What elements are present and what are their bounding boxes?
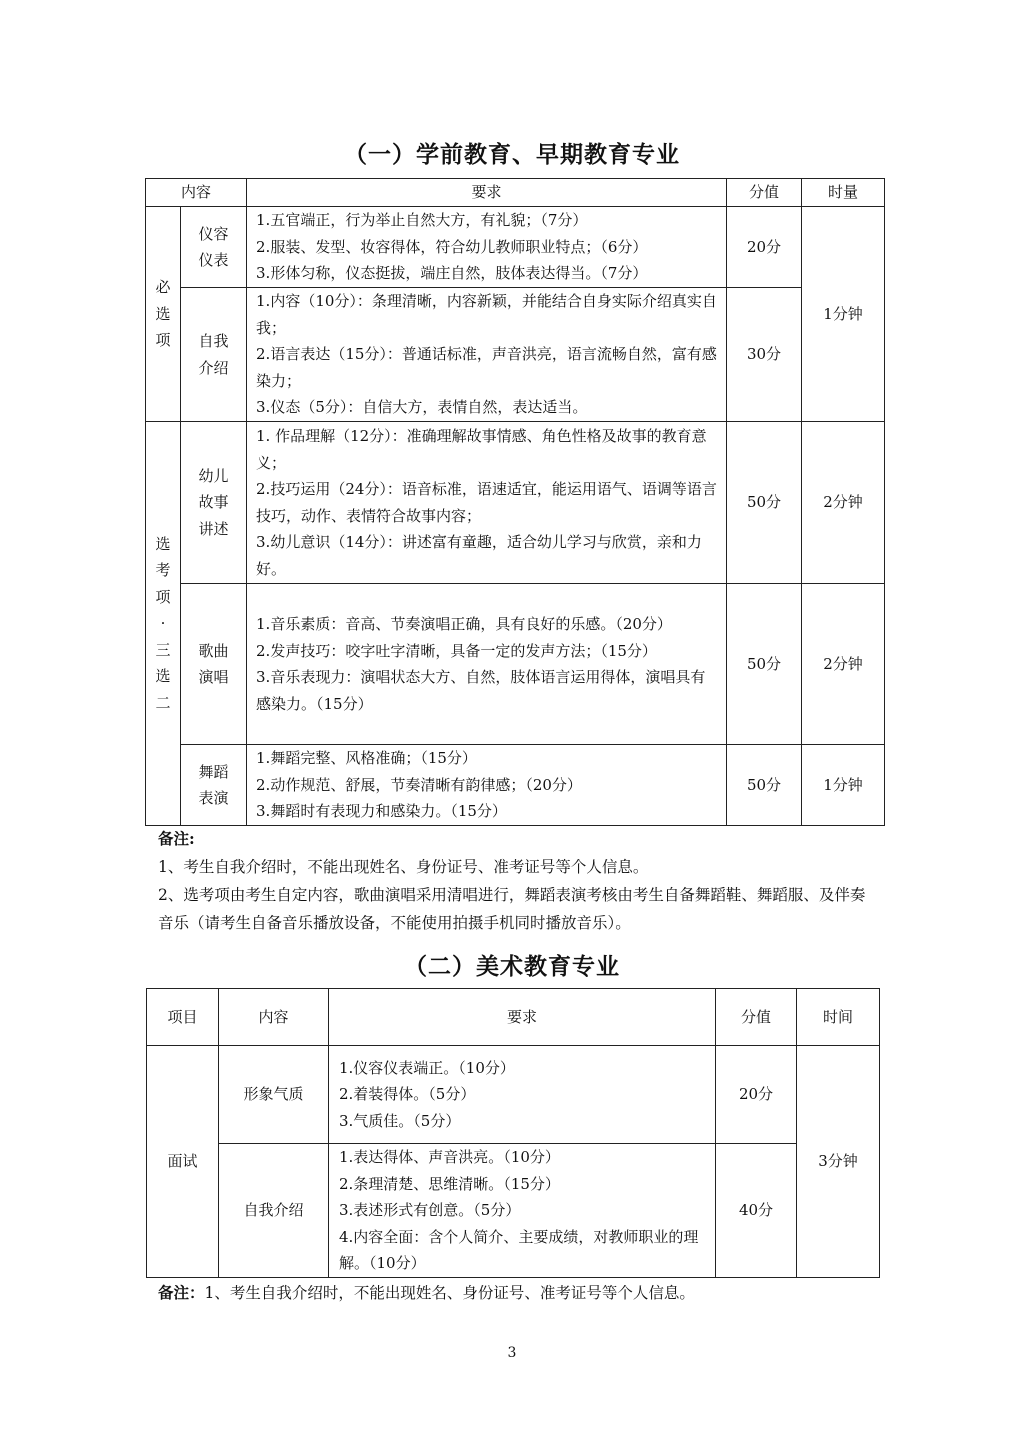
- section1-table: [145, 178, 885, 826]
- note-line: 1、考生自我介绍时，不能出现姓名、身份证号、准考证号等个人信息。: [158, 858, 649, 876]
- requirement-line: 1. 作品理解（12分）：准确理解故事情感、角色性格及故事的教育意义；: [256, 427, 707, 472]
- header-time: 时量: [802, 179, 885, 207]
- requirement-line: 3.表述形式有创意。（5分）: [339, 1201, 521, 1220]
- requirement-line: 2.技巧运用（24分）：语音标准，语速适宜，能运用语气、语调等语言技巧，动作、表情符合故事内容；: [256, 480, 717, 525]
- requirement-cell: [247, 422, 727, 584]
- header-score: 分值: [727, 179, 802, 207]
- requirement-line: 2.着装得体。（5分）: [339, 1085, 476, 1104]
- time-cell: 2分钟: [802, 584, 885, 745]
- notes-label: 备注:: [158, 829, 195, 848]
- note-line: 2、选考项由考生自定内容，歌曲演唱采用清唱进行，舞蹈表演考核由考生自备舞蹈鞋、舞蹈服、及伴奏音乐（请考生自备音乐播放设备，不能使用拍摄手机同时播放音乐）。: [158, 886, 866, 932]
- note-line: 1、考生自我介绍时，不能出现姓名、身份证号、准考证号等个人信息。: [204, 1284, 695, 1302]
- header-requirement: 要求: [247, 179, 727, 207]
- requirement-line: 1.音乐素质：音高、节奏演唱正确，具有良好的乐感。（20分）: [256, 615, 672, 633]
- requirement-cell: [247, 288, 727, 422]
- item-label: 自我介绍: [219, 1144, 329, 1278]
- requirement-line: 1.仪容仪表端正。（10分）: [339, 1058, 515, 1077]
- header-content: 内容: [146, 179, 247, 207]
- header-score: 分值: [716, 989, 797, 1046]
- time-cell: 3分钟: [797, 1046, 880, 1278]
- table-header-row: [146, 179, 885, 207]
- header-requirement: 要求: [329, 989, 716, 1046]
- score-cell: 20分: [716, 1046, 797, 1144]
- item-label: 自我 介绍: [181, 288, 247, 422]
- group-optional-label: 选 考 项 · 三 选 二: [146, 422, 181, 826]
- requirement-line: 3.音乐表现力：演唱状态大方、自然，肢体语言运用得体，演唱具有感染力。（15分）: [256, 668, 706, 713]
- group-required-label: 必 选 项: [146, 207, 181, 422]
- time-cell: 2分钟: [802, 422, 885, 584]
- item-label: 舞蹈 表演: [181, 745, 247, 826]
- requirement-line: 2.发声技巧：咬字吐字清晰，具备一定的发声方法；（15分）: [256, 641, 657, 660]
- requirement-line: 2.动作规范、舒展，节奏清晰有韵律感；（20分）: [256, 775, 582, 794]
- requirement-line: 1.表达得体、声音洪亮。（10分）: [339, 1148, 560, 1167]
- table-row: [146, 207, 885, 288]
- requirement-line: 4.内容全面：含个人简介、主要成绩，对教师职业的理解。（10分）: [339, 1227, 699, 1273]
- section2-table: [146, 988, 880, 1278]
- requirement-line: 3.仪态（5分）：自信大方，表情自然，表达适当。: [256, 398, 588, 417]
- requirement-cell: [247, 745, 727, 826]
- section1-title: （一）学前教育、早期教育专业: [344, 142, 680, 168]
- requirement-line: 3.舞蹈时有表现力和感染力。（15分）: [256, 802, 507, 821]
- requirement-cell: [329, 1046, 716, 1144]
- item-label: 仪容 仪表: [181, 207, 247, 288]
- table-row: [147, 1046, 880, 1144]
- requirement-cell: [329, 1144, 716, 1278]
- score-cell: 30分: [727, 288, 802, 422]
- requirement-line: 1.内容（10分）：条理清晰，内容新颖，并能结合自身实际介绍真实自我；: [256, 292, 717, 337]
- requirement-line: 2.语言表达（15分）：普通话标准，声音洪亮，语言流畅自然，富有感染力；: [256, 345, 717, 390]
- requirement-line: 2.服装、发型、妆容得体，符合幼儿教师职业特点；（6分）: [256, 237, 648, 256]
- project-cell: 面试: [147, 1046, 219, 1278]
- header-project: 项目: [147, 989, 219, 1046]
- time-cell: 1分钟: [802, 207, 885, 422]
- table-row: [146, 745, 885, 826]
- score-cell: 40分: [716, 1144, 797, 1278]
- table-row: [147, 1144, 880, 1278]
- requirement-line: 2.条理清楚、思维清晰。（15分）: [339, 1174, 560, 1193]
- table-header-row: [147, 989, 880, 1046]
- section2-notes: [158, 1279, 878, 1307]
- score-cell: 20分: [727, 207, 802, 288]
- notes-label: 备注：: [158, 1283, 205, 1302]
- score-cell: 50分: [727, 584, 802, 745]
- header-content: 内容: [219, 989, 329, 1046]
- requirement-line: 3.气质佳。（5分）: [339, 1111, 461, 1130]
- item-label: 幼儿 故事 讲述: [181, 422, 247, 584]
- table-row: [146, 422, 885, 584]
- score-cell: 50分: [727, 422, 802, 584]
- requirement-cell: [247, 207, 727, 288]
- requirement-line: 1.舞蹈完整、风格准确；（15分）: [256, 749, 477, 768]
- time-cell: 1分钟: [802, 745, 885, 826]
- item-label: 歌曲 演唱: [181, 584, 247, 745]
- table-row: [146, 288, 885, 422]
- item-label: 形象气质: [219, 1046, 329, 1144]
- section2-title: （二）美术教育专业: [404, 954, 620, 980]
- requirement-line: 1.五官端正，行为举止自然大方，有礼貌；（7分）: [256, 211, 588, 230]
- header-time: 时间: [797, 989, 880, 1046]
- section1-notes: [158, 825, 878, 937]
- page-number: 3: [507, 1345, 517, 1361]
- requirement-cell: [247, 584, 727, 745]
- score-cell: 50分: [727, 745, 802, 826]
- table-row: [146, 584, 885, 745]
- requirement-line: 3.幼儿意识（14分）：讲述富有童趣，适合幼儿学习与欣赏，亲和力好。: [256, 533, 702, 578]
- requirement-line: 3.形体匀称，仪态挺拔，端庄自然，肢体表达得当。（7分）: [256, 264, 648, 283]
